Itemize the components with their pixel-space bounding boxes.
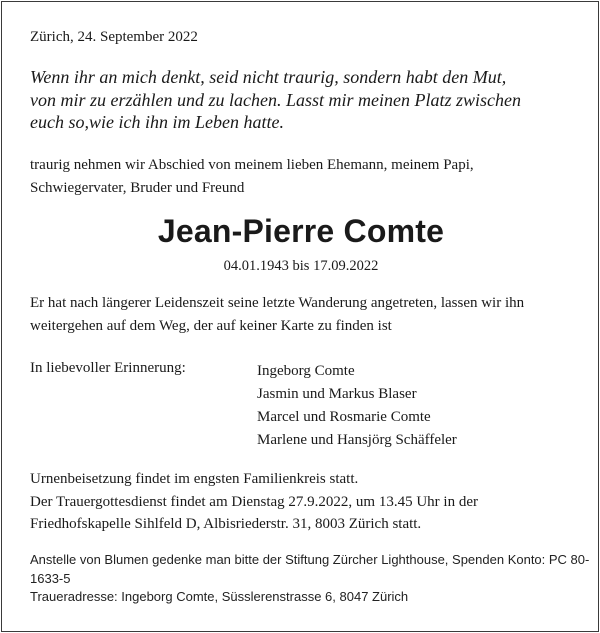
footer-line: 1633-5 [30,570,71,586]
footer-line: Anstelle von Blumen gedenke man bitte der Stiftung Zürcher Lighthouse, Spenden Konto: PC 80- [30,552,590,567]
service-line: Der Trauergottesdienst findet am Dienstag 27.9.2022, um 13.45 Uhr in der [30,493,478,510]
quote-line: euch so,wie ich ihn im Leben hatte. [30,112,284,132]
service-line: Urnenbeisetzung findet im engsten Familienkreis statt. [30,471,359,487]
memorial-quote [30,66,580,134]
lifespan-dates: 04.01.1943 bis 17.09.2022 [223,258,379,274]
donation-and-address [30,551,589,607]
quote-line: Wenn ihr an mich denkt, seid nicht traurig, sondern habt den Mut, [30,67,507,87]
mourner-name: Ingeborg Comte [257,363,355,379]
intro-line: traurig nehmen wir Abschied von meinem lieben Ehemann, meinem Papi, [30,157,474,173]
passage-line: weitergehen auf dem Weg, der auf keiner Karte zu finden ist [30,318,392,334]
mourner-name: Marlene und Hansjörg Schäffeler [257,432,457,448]
mourner-name: Jasmin und Markus Blaser [257,386,417,402]
deceased-name: Jean-Pierre Comte [157,213,445,249]
intro-line: Schwiegervater, Bruder und Freund [30,180,245,196]
obituary-notice [1,1,599,632]
service-details [30,468,478,536]
farewell-intro [30,154,474,200]
memory-label: In liebevoller Erinnerung: [30,360,186,376]
mourner-name: Marcel und Rosmarie Comte [257,409,431,425]
mourners-list [257,360,457,452]
footer-line: Traueradresse: Ingeborg Comte, Süsslerenstrasse 6, 8047 Zürich [30,589,409,604]
service-line: Friedhofskapelle Sihlfeld D, Albisriederstr. 31, 8003 Zürich statt. [30,516,422,532]
passage-text [30,292,524,338]
quote-line: von mir zu erzählen und zu lachen. Lasst mir meinen Platz zwischen [30,89,521,110]
place-date: Zürich, 24. September 2022 [30,29,198,45]
passage-line: Er hat nach längerer Leidenszeit seine letzte Wanderung angetreten, lassen wir ihn [30,295,525,311]
